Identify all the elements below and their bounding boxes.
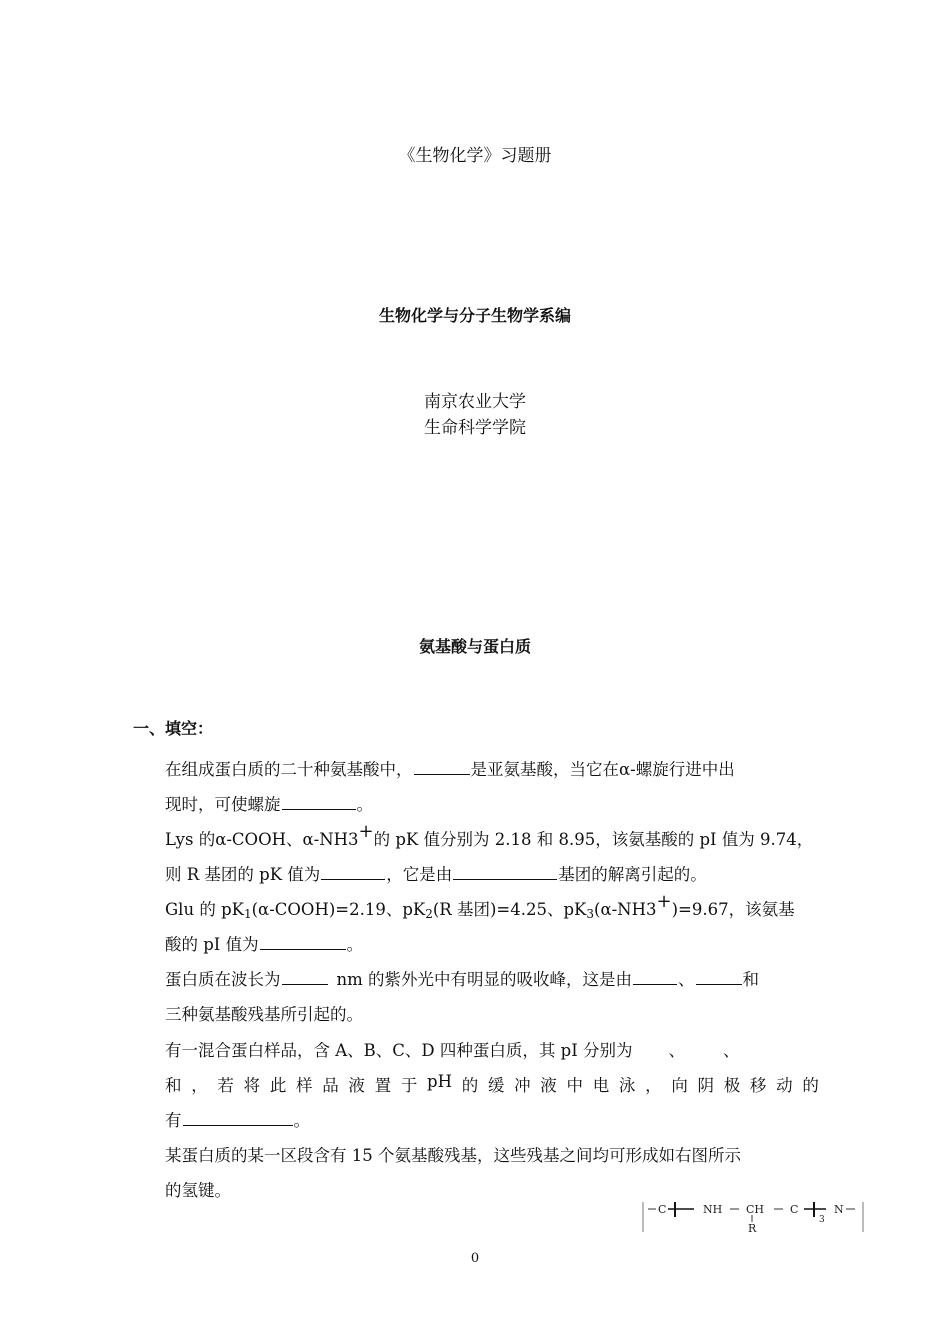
formula-c1: C: [658, 1203, 667, 1216]
question-5-word: 阴: [697, 1076, 715, 1095]
answer-blank[interactable]: [183, 1109, 293, 1126]
question-5-word: 中: [566, 1076, 583, 1095]
question-1-line-2: 现时，可使螺旋 。: [165, 795, 373, 814]
question-5-word: 液: [540, 1076, 557, 1095]
question-5-word: 和: [165, 1076, 182, 1095]
question-6-line-1: 某蛋白质的某一区段含有 15 个氨基酸残基，这些残基之间均可形成如右图所示: [165, 1146, 741, 1165]
question-4-line-2: 三种氨基酸残基所引起的。: [165, 1005, 363, 1024]
answer-blank[interactable]: [282, 793, 356, 810]
question-5-word: ，: [191, 1076, 208, 1095]
question-1-line-1: 在组成蛋白质的二十种氨基酸中， 是亚氨基酸，当它在α-螺旋行进中出: [165, 760, 735, 779]
editor-line: 生物化学与分子生物学系编: [378, 306, 571, 325]
affiliation: [0, 389, 950, 441]
question-3-line-2: 酸的 pI 值为 。: [165, 935, 364, 954]
answer-blank[interactable]: [260, 933, 346, 950]
question-5-word: 若: [217, 1076, 234, 1095]
question-5-word: 动: [776, 1076, 793, 1095]
question-2-line-2: 则 R 基团的 pK 值为 ，它是由 基团的解离引起的。: [165, 865, 707, 884]
formula-subscript: 3: [819, 1215, 825, 1225]
formula-c2: C: [790, 1203, 799, 1216]
formula-r: R: [748, 1222, 757, 1234]
answer-blank[interactable]: [321, 863, 385, 880]
question-5-line-1: 有一混合蛋白样品，含 A、B、C、D 四种蛋白质，其 pI 分别为 、 、: [165, 1041, 740, 1060]
college-name: 生命科学学院: [424, 418, 526, 438]
formula-nh: NH: [703, 1203, 723, 1216]
question-5-word: 样: [296, 1076, 313, 1095]
question-5-word: 的: [802, 1076, 819, 1095]
question-4-line-1: 蛋白质在波长为 nm 的紫外光中有明显的吸收峰，这是由 、 和: [165, 970, 760, 989]
page-number: 0: [470, 1251, 480, 1266]
question-5-word: 此: [269, 1076, 287, 1095]
answer-blank[interactable]: [414, 758, 470, 775]
answer-blank[interactable]: [633, 968, 677, 985]
question-2-line-1: Lys 的α-COOH、α-NH3+的 pK 值分别为 2.18 和 8.95，该氨基酸的 pI 值为 9.74，: [165, 821, 814, 849]
university-name: 南京农业大学: [424, 392, 526, 412]
formula-ch: CH: [746, 1203, 765, 1216]
question-5-line-2: [165, 1072, 819, 1096]
question-5-word: 液: [348, 1076, 365, 1095]
question-5-word: 向: [671, 1076, 688, 1095]
peptide-formula-figure: [642, 1200, 864, 1234]
question-5-word: pH: [427, 1072, 452, 1091]
book-title: 《生物化学》习题册: [398, 146, 552, 166]
question-5-line-3: 有 。: [165, 1111, 310, 1130]
question-3-line-1: Glu 的 pK1(α-COOH)=2.19、pK2(R 基团)=4.25、pK3(α-NH3+)=9.67，该氨基: [165, 891, 795, 921]
question-5-word: 缓: [487, 1076, 505, 1095]
question-5-word: 将: [243, 1076, 261, 1095]
question-5-word: ，: [645, 1076, 662, 1095]
question-5-word: 于: [400, 1076, 418, 1095]
answer-blank[interactable]: [453, 863, 557, 880]
formula-n: N: [834, 1203, 844, 1216]
question-5-word: 极: [723, 1076, 741, 1095]
question-5-word: 置: [374, 1076, 392, 1095]
question-5-word: 移: [749, 1076, 767, 1095]
question-6-line-2: 的氢键。: [165, 1181, 231, 1200]
question-5-word: 电: [592, 1076, 610, 1095]
answer-blank[interactable]: [282, 968, 328, 985]
answer-blank[interactable]: [696, 968, 742, 985]
chapter-title: 氨基酸与蛋白质: [418, 637, 531, 656]
section-heading: 一、填空：: [133, 719, 214, 738]
question-5-word: 的: [461, 1076, 479, 1095]
question-5-word: 泳: [618, 1076, 636, 1095]
question-5-word: 冲: [514, 1076, 531, 1095]
question-5-word: 品: [322, 1076, 339, 1095]
